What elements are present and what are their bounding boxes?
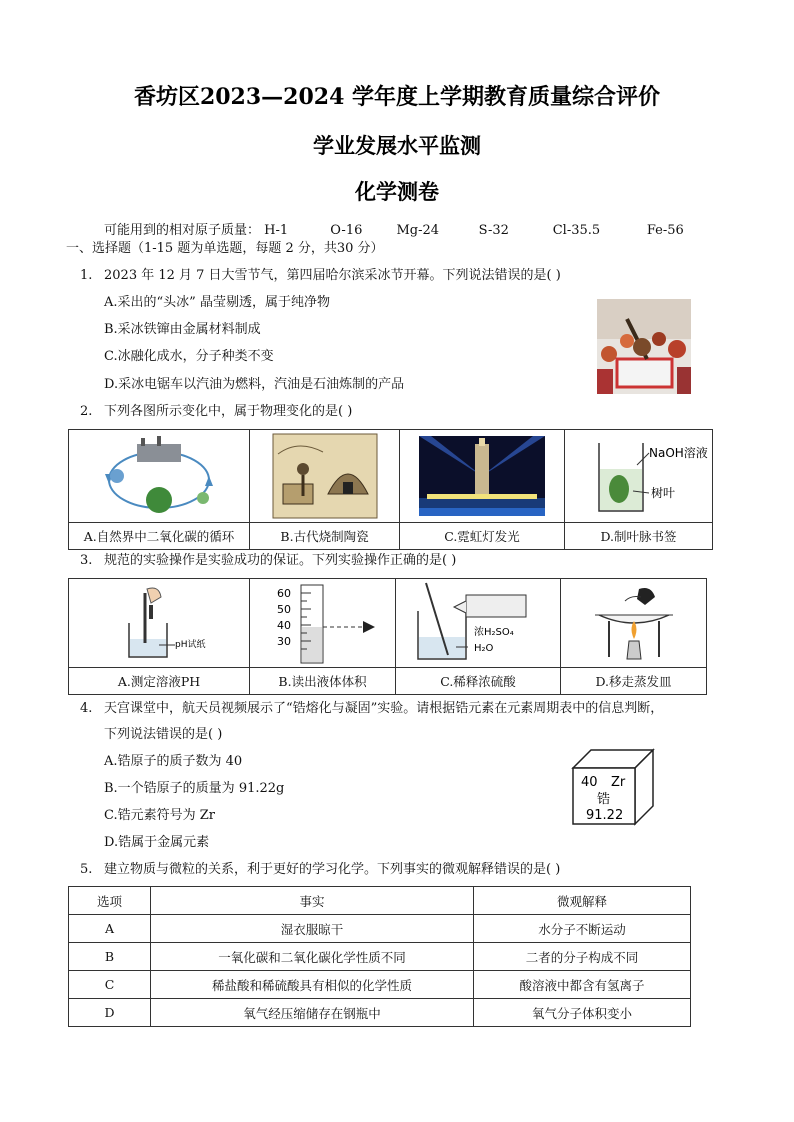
section-heading: 一、选择题（1-15 题为单选题，每题 2 分，共30 分）	[66, 241, 384, 256]
q2-figure-c	[400, 430, 565, 523]
mass-o: O-16	[330, 223, 363, 238]
q5-row-c-fact: 稀盐酸和稀硫酸具有相似的化学性质	[151, 971, 474, 999]
conc-acid-label: 浓H₂SO₄	[474, 627, 514, 638]
q5-row-d-option: D	[69, 999, 151, 1027]
q5-row-c-explanation: 酸溶液中都含有氢离子	[474, 971, 691, 999]
graduated-cylinder-icon	[263, 581, 383, 665]
q4-option-d: D.锆属于金属元素	[104, 835, 210, 850]
q3-figure-d	[561, 579, 707, 668]
leaf-in-naoh-icon	[579, 435, 708, 517]
q4-stem: 天宫课堂中，航天员视频展示了“锆熔化与凝固”实验。请根据锆元素在元素周期表中的信息判断，	[104, 701, 664, 716]
q2-number: 2.	[80, 404, 93, 419]
q4-option-b: B.一个锆原子的质量为 91.22g	[104, 781, 285, 796]
q2-caption-a: A.自然界中二氧化碳的循环	[69, 523, 250, 550]
q5-header-row	[69, 887, 691, 915]
q3-figure-c	[396, 579, 561, 668]
q3-stem: 规范的实验操作是实验成功的保证。下列实验操作正确的是( )	[104, 553, 457, 568]
q5-header-fact: 事实	[151, 887, 474, 915]
mass-fe: Fe-56	[646, 223, 684, 238]
pottery-kiln-icon	[273, 434, 377, 518]
q5-row-c-option: C	[69, 971, 151, 999]
carbon-cycle-icon	[99, 436, 219, 516]
exam-title-line1: 香坊区2023—2024 学年度上学期教育质量综合评价	[133, 84, 661, 110]
atomic-masses-label: 可能用到的相对原子质量：	[104, 223, 261, 238]
q2-figure-d	[565, 430, 713, 523]
scale-tick-60: 60	[276, 587, 291, 600]
q5-row-d-fact: 氧气经压缩储存在钢瓶中	[151, 999, 474, 1027]
q3-caption-a: A.测定溶液PH	[69, 668, 250, 695]
q2-caption-d: D.制叶脉书签	[565, 523, 713, 550]
evaporating-dish-icon	[579, 581, 689, 665]
q1-number: 1.	[80, 268, 93, 283]
q3-number: 3.	[80, 553, 93, 568]
q5-row-a-fact: 湿衣服晾干	[151, 915, 474, 943]
ph-test-icon	[89, 583, 229, 663]
water-label: H₂O	[474, 643, 494, 654]
scale-tick-30: 30	[276, 635, 291, 648]
q5-table	[68, 886, 691, 1027]
neon-lights-icon	[419, 436, 545, 516]
mass-cl: Cl-35.5	[552, 223, 601, 238]
q3-figure-b	[250, 579, 396, 668]
q3-image-table	[68, 578, 707, 695]
q3-caption-b: B.读出液体体积	[250, 668, 396, 695]
q1-option-d: D.采冰电锯车以汽油为燃料，汽油是石油炼制的产品	[104, 377, 405, 392]
leaf-label: 树叶	[650, 486, 675, 500]
q2-figure-b	[250, 430, 400, 523]
element-mass: 91.22	[586, 808, 624, 823]
q4-option-a: A.锆原子的质子数为 40	[104, 754, 243, 769]
ph-paper-label: pH试纸	[175, 640, 206, 650]
q2-stem: 下列各图所示变化中，属于物理变化的是( )	[104, 404, 353, 419]
q5-header-explanation: 微观解释	[474, 887, 691, 915]
q3-caption-d: D.移走蒸发皿	[561, 668, 707, 695]
q5-row-b-option: B	[69, 943, 151, 971]
zirconium-element-cell	[571, 748, 655, 826]
q1-option-a: A.采出的“头冰” 晶莹剔透，属于纯净物	[104, 295, 330, 310]
q5-row-b-fact: 一氧化碳和二氧化碳化学性质不同	[151, 943, 474, 971]
element-atomic-number: 40	[581, 775, 598, 790]
q3-caption-c: C.稀释浓硫酸	[396, 668, 561, 695]
q1-stem: 2023 年 12 月 7 日大雪节气，第四届哈尔滨采冰节开幕。下列说法错误的是( )	[104, 268, 561, 283]
q2-figure-a	[69, 430, 250, 523]
q1-option-c: C.冰融化成水，分子种类不变	[104, 349, 274, 364]
q4-stem-line2: 下列说法错误的是( )	[104, 727, 223, 742]
naoh-label: NaOH溶液	[648, 446, 708, 460]
q5-row-a-explanation: 水分子不断运动	[474, 915, 691, 943]
table-row	[69, 915, 691, 943]
element-symbol: Zr	[611, 775, 626, 790]
scale-tick-40: 40	[276, 619, 291, 632]
q4-option-c: C.锆元素符号为 Zr	[104, 808, 215, 823]
atomic-masses	[104, 223, 684, 239]
q3-figure-a	[69, 579, 250, 668]
exam-title-line3: 化学测卷	[355, 179, 439, 204]
q5-header-option: 选项	[69, 887, 151, 915]
q1-option-b: B.采冰铁镩由金属材料制成	[104, 322, 261, 337]
scale-tick-50: 50	[276, 603, 291, 616]
q5-stem: 建立物质与微粒的关系，利于更好的学习化学。下列事实的微观解释错误的是( )	[104, 862, 561, 877]
table-row	[69, 971, 691, 999]
mass-mg: Mg-24	[396, 223, 440, 238]
q5-row-b-explanation: 二者的分子构成不同	[474, 943, 691, 971]
q5-number: 5.	[80, 862, 93, 877]
q2-image-table	[68, 429, 713, 550]
table-row	[69, 999, 691, 1027]
eye-icon	[363, 621, 375, 633]
q2-caption-b: B.古代烧制陶瓷	[250, 523, 400, 550]
q2-caption-c: C.霓虹灯发光	[400, 523, 565, 550]
mass-s: S-32	[478, 223, 509, 238]
q5-row-d-explanation: 氧气分子体积变小	[474, 999, 691, 1027]
element-name: 锆	[597, 792, 611, 807]
ice-festival-photo	[597, 299, 691, 394]
q5-row-a-option: A	[69, 915, 151, 943]
dilute-acid-icon	[408, 581, 548, 665]
q4-number: 4.	[80, 701, 93, 716]
table-row	[69, 943, 691, 971]
mass-h: H-1	[264, 223, 289, 238]
exam-title-line2: 学业发展水平监测	[313, 133, 481, 158]
